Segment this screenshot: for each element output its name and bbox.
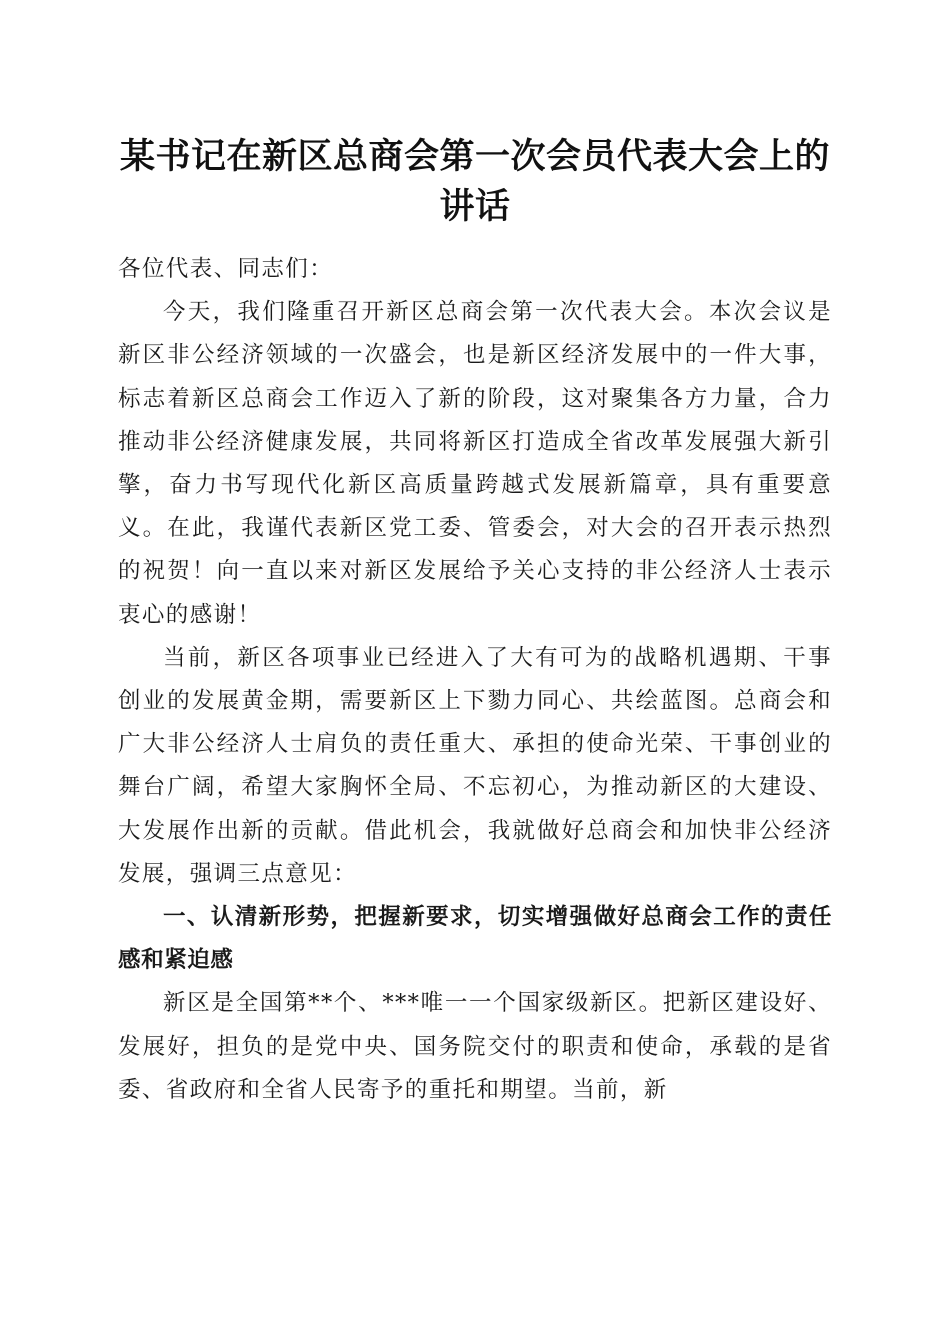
document-title: 某书记在新区总商会第一次会员代表大会上的讲话	[119, 136, 830, 227]
document-body	[118, 248, 832, 1112]
paragraph-current-situation: 当前，新区各项事业已经进入了大有可为的战略机遇期、干事创业的发展黄金期，需要新区上下勠力同心、共绘蓝图。总商会和广大非公经济人士肩负的责任重大、承担的使命光荣、干事创业的舞台广阔，希望大家胸怀全局、不忘初心，为推动新区的大建设、大发展作出新的贡献。借此机会，我就做好总商会和加快非公经济发展，强调三点意见：	[118, 644, 832, 887]
salutation: 各位代表、同志们：	[118, 256, 334, 282]
paragraph-opening: 今天，我们隆重召开新区总商会第一次代表大会。本次会议是新区非公经济领域的一次盛会，也是新区经济发展中的一件大事，标志着新区总商会工作迈入了新的阶段，这对聚集各方力量，合力推动非公经济健康发展，共同将新区打造成全省改革发展强大新引擎，奋力书写现代化新区高质量跨越式发展新篇章，具有重要意义。在此，我谨代表新区党工委、管委会，对大会的召开表示热烈的祝贺！向一直以来对新区发展给予关心支持的非公经济人士表示衷心的感谢！	[118, 299, 832, 628]
section-heading-1: 一、认清新形势，把握新要求，切实增强做好总商会工作的责任感和紧迫感	[118, 904, 832, 974]
paragraph-section-1: 新区是全国第**个、***唯一一个国家级新区。把新区建设好、发展好，担负的是党中央、国务院交付的职责和使命，承载的是省委、省政府和全省人民寄予的重托和期望。当前，新	[118, 990, 832, 1103]
